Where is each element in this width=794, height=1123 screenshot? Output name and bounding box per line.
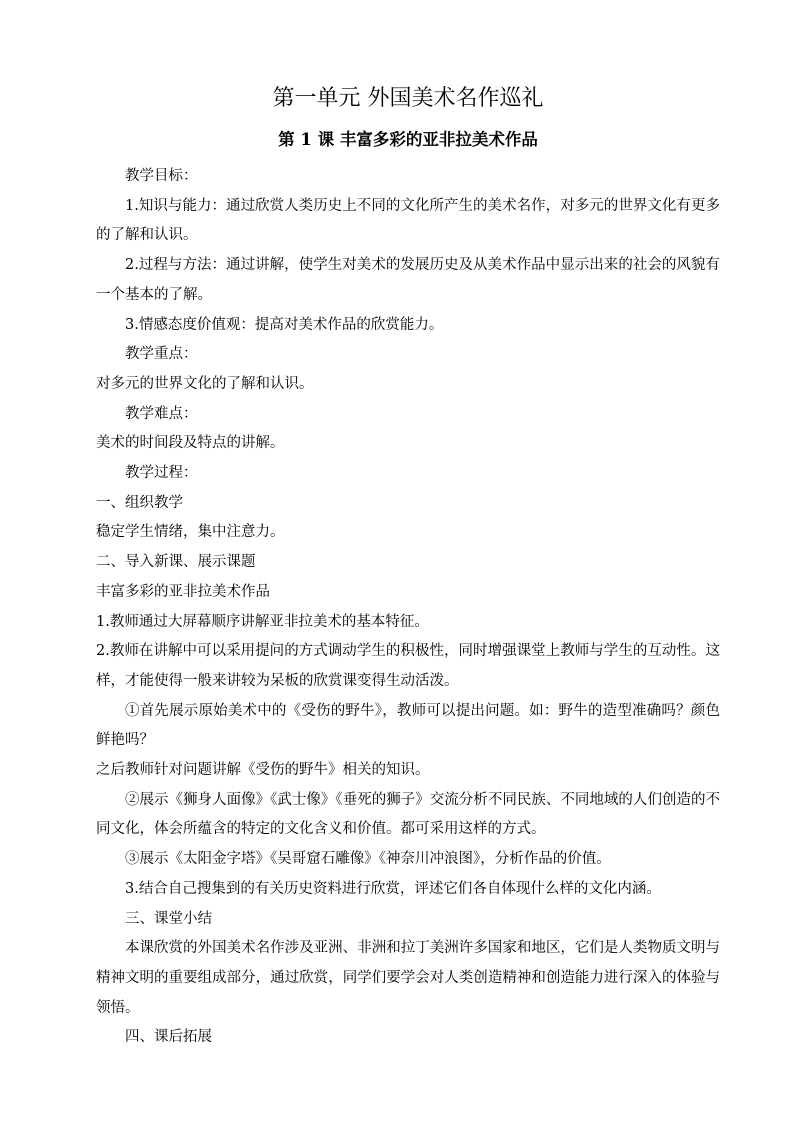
step-two-item-2: 2.教师在讲解中可以采用提问的方式调动学生的积极性，同时增强课堂上教师与学生的互动性。这样，才能使得一般来讲较为呆板的欣赏课变得生动活泼。 (96, 643, 720, 689)
step-one-text: 稳定学生情绪，集中注意力。 (96, 524, 285, 541)
step-four-heading: 四、课后拓展 (125, 1029, 212, 1046)
key-points-text: 对多元的世界文化的了解和认识。 (96, 375, 314, 392)
summary-text: 本课欣赏的外国美术名作涉及亚洲、非洲和拉丁美洲许多国家和地区，它们是人类物质文明与精神文明的重要组成部分，通过欣赏，同学们要学会对人类创造精神和创造能力进行深入的体验与领悟。 (96, 940, 720, 1016)
objective-attitude: 3.情感态度价值观：提高对美术作品的欣赏能力。 (125, 316, 444, 333)
section-heading-objectives: 教学目标： (125, 168, 198, 184)
objective-knowledge: 1.知识与能力：通过欣赏人类历史上不同的文化所产生的美术名作，对多元的世界文化有更多的了解和认识。 (96, 197, 720, 244)
step-two-item-3: 3.结合自己搜集到的有关历史资料进行欣赏，评述它们各自体现什么样的文化内涵。 (125, 880, 661, 897)
objective-process: 2.过程与方法：通过讲解，使学生对美术的发展历史及从美术作品中显示出来的社会的风貌有一个基本的了解。 (96, 257, 720, 303)
step-two-item-1: 1.教师通过大屏幕顺序讲解亚非拉美术的基本特征。 (96, 613, 429, 630)
section-heading-process: 教学过程： (125, 465, 198, 482)
unit-title: 第一单元 外国美术名作巡礼 (272, 86, 544, 111)
lesson-title: 第 1 课 丰富多彩的亚非拉美术作品 (278, 130, 538, 149)
step-three-heading: 三、课堂小结 (125, 910, 212, 927)
difficulties-text: 美术的时间段及特点的讲解。 (96, 435, 285, 452)
step-two-item-2a-followup: 之后教师针对问题讲解《受伤的野牛》相关的知识。 (96, 762, 430, 779)
section-heading-key-points: 教学重点： (125, 346, 198, 363)
document-page (96, 84, 720, 1053)
step-two-item-2a: ①首先展示原始美术中的《受伤的野牛》，教师可以提出问题。如：野牛的造型准确吗？颜色鲜艳吗？ (96, 702, 720, 749)
step-two-item-2b: ②展示《狮身人面像》《武士像》《垂死的狮子》交流分析不同民族、不同地域的人们创造的不同文化，体会所蕴含的特定的文化含义和价值。都可采用这样的方式。 (96, 791, 720, 838)
lesson-body (96, 162, 720, 1053)
lesson-topic: 丰富多彩的亚非拉美术作品 (96, 583, 270, 600)
step-two-item-2c: ③展示《太阳金字塔》《吴哥窟石雕像》《神奈川冲浪图》，分析作品的价值。 (125, 851, 611, 868)
step-two-heading: 二、导入新课、展示课题 (96, 554, 256, 571)
step-one-heading: 一、组织教学 (96, 494, 183, 511)
section-heading-difficulties: 教学难点： (125, 405, 198, 422)
